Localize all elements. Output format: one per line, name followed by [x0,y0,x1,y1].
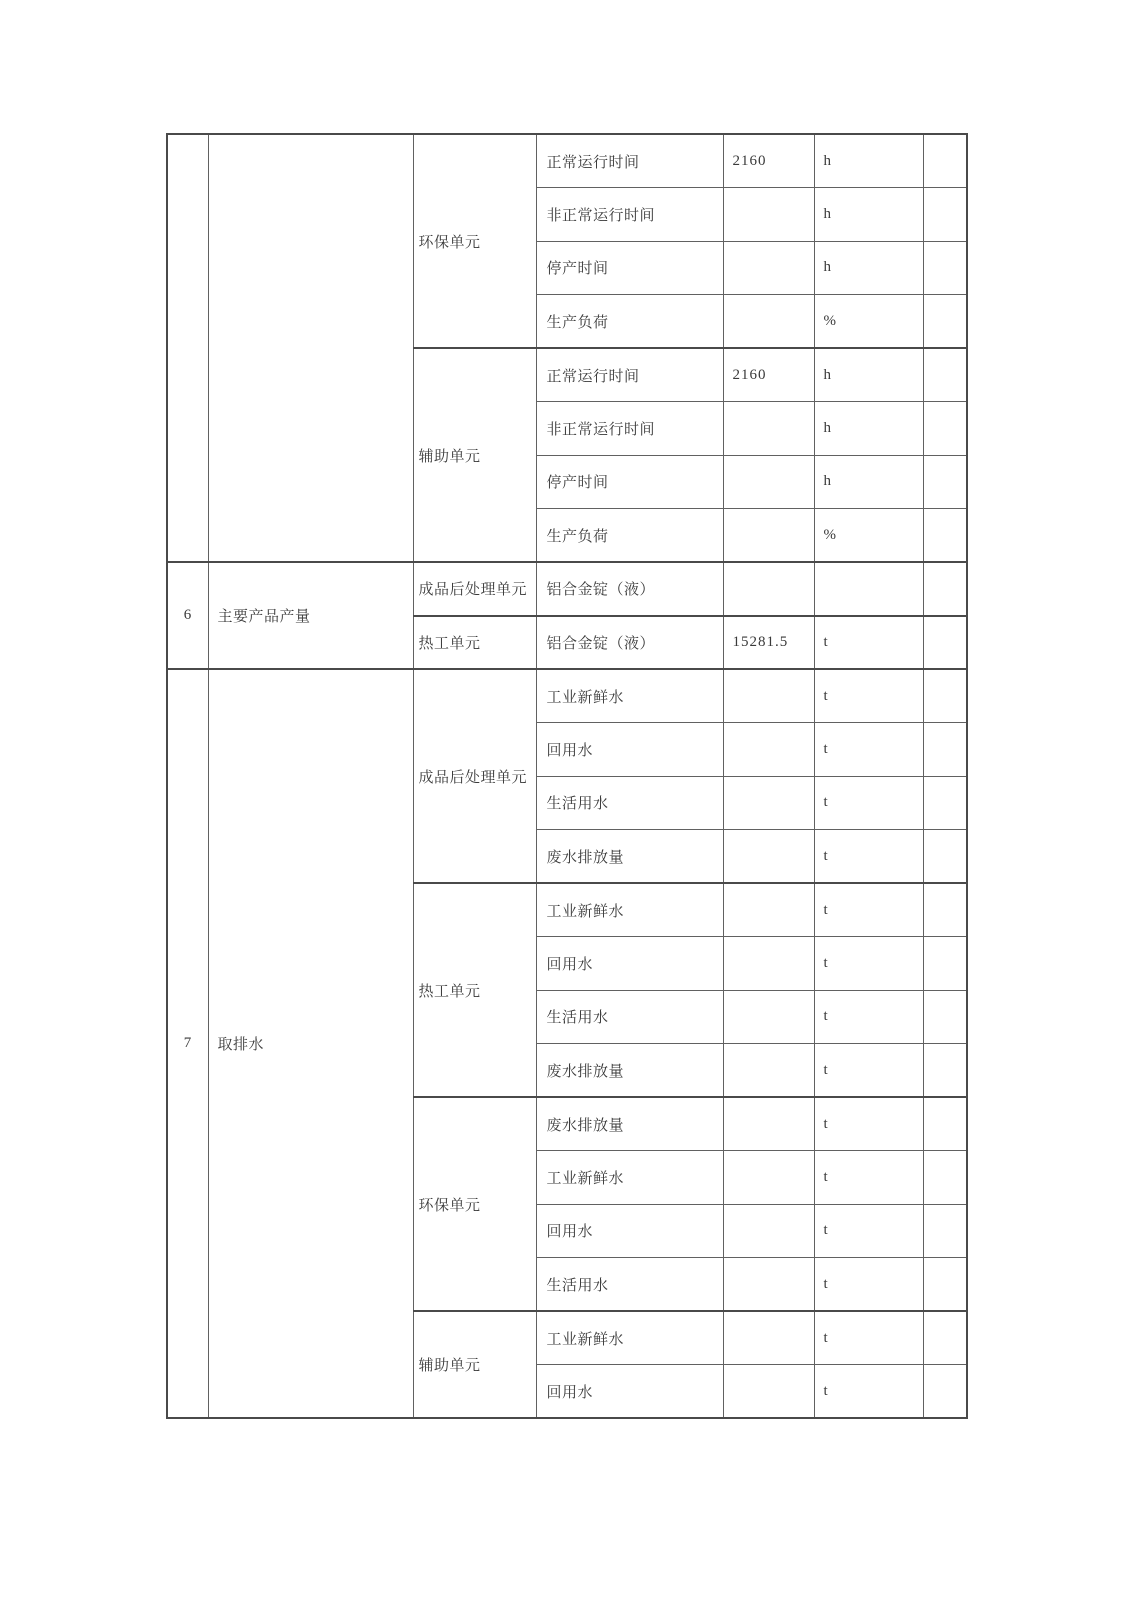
cell-category [208,134,413,562]
cell-measure: t [814,1097,923,1151]
cell-measure: h [814,188,923,242]
cell-unit-name: 成品后处理单元 [413,562,536,616]
cell-value [723,883,814,937]
cell-unit-name: 成品后处理单元 [413,669,536,883]
cell-unit-name: 环保单元 [413,134,536,348]
cell-value [723,188,814,242]
cell-item: 废水排放量 [536,1044,723,1098]
cell-item: 非正常运行时间 [536,402,723,456]
cell-value [723,1044,814,1098]
cell-section-number: 7 [167,669,208,1418]
cell-extra [923,1204,967,1258]
cell-item: 停产时间 [536,241,723,295]
cell-value [723,402,814,456]
cell-measure: t [814,1204,923,1258]
cell-value [723,1097,814,1151]
cell-extra [923,188,967,242]
cell-measure: t [814,723,923,777]
cell-extra [923,669,967,723]
table-row [167,134,967,188]
cell-item: 工业新鲜水 [536,1311,723,1365]
cell-section-number [167,134,208,562]
cell-measure: t [814,830,923,884]
cell-item: 生活用水 [536,990,723,1044]
cell-measure: t [814,1258,923,1312]
cell-measure: t [814,669,923,723]
cell-extra [923,616,967,670]
cell-extra [923,990,967,1044]
cell-item: 铝合金锭（液） [536,562,723,616]
cell-item: 废水排放量 [536,830,723,884]
cell-value [723,990,814,1044]
cell-item: 生产负荷 [536,295,723,349]
cell-extra [923,883,967,937]
cell-measure: t [814,616,923,670]
cell-value [723,1151,814,1205]
cell-unit-name: 环保单元 [413,1097,536,1311]
cell-extra [923,455,967,509]
cell-value [723,723,814,777]
cell-unit-name: 热工单元 [413,883,536,1097]
cell-item: 废水排放量 [536,1097,723,1151]
cell-measure: h [814,348,923,402]
cell-measure: t [814,1365,923,1419]
cell-extra [923,1258,967,1312]
cell-extra [923,776,967,830]
cell-item: 正常运行时间 [536,134,723,188]
cell-item: 非正常运行时间 [536,188,723,242]
cell-value: 2160 [723,348,814,402]
report-table-body [167,134,967,1418]
cell-item: 工业新鲜水 [536,883,723,937]
cell-section-number: 6 [167,562,208,669]
cell-extra [923,1151,967,1205]
cell-measure: % [814,295,923,349]
cell-item: 生产负荷 [536,509,723,563]
cell-measure: h [814,402,923,456]
cell-extra [923,134,967,188]
cell-value [723,1258,814,1312]
cell-value [723,1204,814,1258]
cell-unit-name: 辅助单元 [413,1311,536,1418]
cell-item: 回用水 [536,1204,723,1258]
cell-extra [923,1311,967,1365]
cell-value [723,455,814,509]
cell-unit-name: 辅助单元 [413,348,536,562]
cell-measure [814,562,923,616]
cell-measure: t [814,937,923,991]
cell-measure: h [814,241,923,295]
cell-extra [923,1097,967,1151]
table-row [167,669,967,723]
cell-value [723,295,814,349]
cell-measure: t [814,1311,923,1365]
cell-item: 工业新鲜水 [536,669,723,723]
cell-extra [923,937,967,991]
cell-item: 回用水 [536,1365,723,1419]
cell-measure: % [814,509,923,563]
cell-measure: t [814,990,923,1044]
cell-category: 取排水 [208,669,413,1418]
cell-unit-name: 热工单元 [413,616,536,670]
cell-extra [923,1044,967,1098]
cell-value [723,509,814,563]
cell-extra [923,348,967,402]
cell-item: 工业新鲜水 [536,1151,723,1205]
cell-value [723,1311,814,1365]
cell-item: 回用水 [536,723,723,777]
cell-extra [923,241,967,295]
cell-extra [923,1365,967,1419]
cell-value [723,1365,814,1419]
cell-extra [923,830,967,884]
cell-extra [923,562,967,616]
cell-extra [923,402,967,456]
cell-measure: t [814,1044,923,1098]
cell-measure: h [814,134,923,188]
cell-value [723,776,814,830]
table-row [167,562,967,616]
cell-item: 生活用水 [536,1258,723,1312]
cell-extra [923,509,967,563]
cell-value: 15281.5 [723,616,814,670]
cell-item: 铝合金锭（液） [536,616,723,670]
cell-value [723,241,814,295]
cell-measure: t [814,776,923,830]
cell-value [723,562,814,616]
cell-item: 生活用水 [536,776,723,830]
cell-extra [923,295,967,349]
cell-value [723,830,814,884]
cell-extra [923,723,967,777]
cell-value [723,669,814,723]
cell-measure: t [814,1151,923,1205]
cell-value [723,937,814,991]
cell-item: 停产时间 [536,455,723,509]
cell-measure: h [814,455,923,509]
report-table [166,133,968,1419]
cell-measure: t [814,883,923,937]
cell-category: 主要产品产量 [208,562,413,669]
cell-item: 正常运行时间 [536,348,723,402]
cell-value: 2160 [723,134,814,188]
cell-item: 回用水 [536,937,723,991]
